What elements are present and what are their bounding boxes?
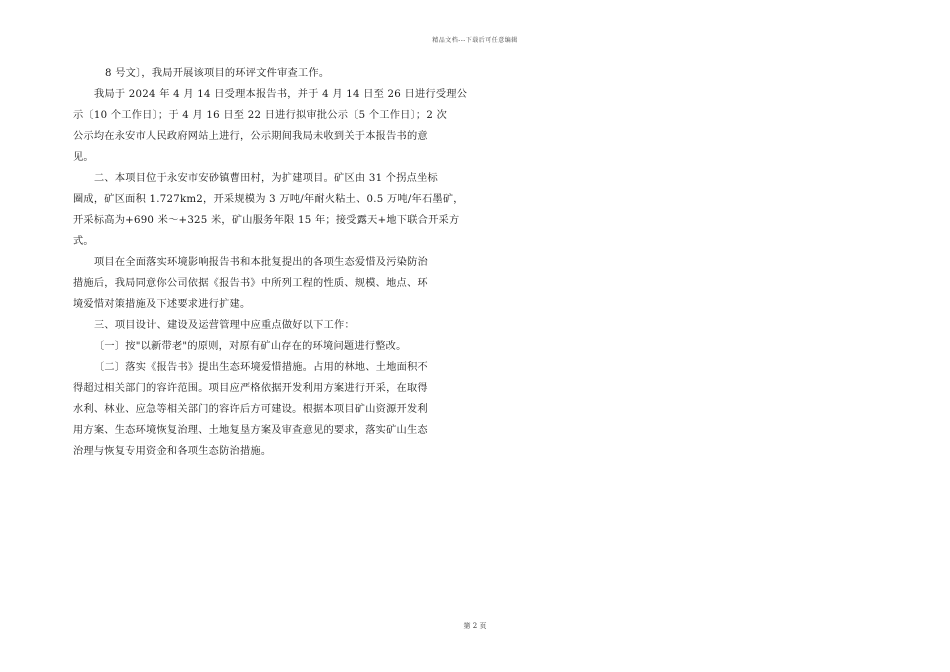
text-line: 境爱惜对策措施及下述要求进行扩建。 [73,299,251,310]
text-line: 示〔10 个工作日〕；于 4 月 16 日至 22 日进行拟审批公示〔5 个工作日〕；2 次 [73,110,448,121]
page-number: 第 2 页 [463,622,487,630]
text-line: 项目在全面落实环境影响报告书和本批复提出的各项生态爱惜及污染防治 [94,257,428,268]
text-line: 治理与恢复专用资金和各项生态防治措施。 [73,446,272,457]
document-body [73,63,473,462]
text-line: 开采标高为+690 米～+325 米，矿山服务年限 15 年；接受露天+地下联合开采方 [73,215,460,226]
text-line: 二、本项目位于永安市安砂镇曹田村，为扩建项目。矿区由 31 个拐点坐标 [94,173,438,184]
text-line: 措施后，我局同意你公司依据《报告书》中所列工程的性质、规模、地点、环 [73,278,428,289]
text-line: 圈成，矿区面积 1.727km2，开采规模为 3 万吨/年耐火粘土、0.5 万吨/年石墨矿， [73,194,464,205]
text-line: 式。 [73,236,94,247]
text-line: 8 号文〕，我局开展该项目的环评文件审查工作。 [105,68,330,79]
text-line: 水利、林业、应急等相关部门的容许后方可建设。根据本项目矿山资源开发利 [73,404,428,415]
text-line: 〔一〕按"以新带老"的原则，对原有矿山存在的环境问题进行整改。 [94,341,407,352]
text-line: 得超过相关部门的容许范围。项目应严格依据开发利用方案进行开采，在取得 [73,383,428,394]
text-line: 三、项目设计、建设及运营管理中应重点做好以下工作： [94,320,355,331]
text-line: 我局于 2024 年 4 月 14 日受理本报告书，并于 4 月 14 日至 26 日进行受理公 [94,89,468,100]
text-line: 公示均在永安市人民政府网站上进行，公示期间我局未收到关于本报告书的意 [73,131,428,142]
text-line: 见。 [73,152,94,163]
text-line: 〔二〕落实《报告书》提出生态环境爱惜措施。占用的林地、土地面积不 [94,362,428,373]
text-line: 用方案、生态环境恢复治理、土地复垦方案及审查意见的要求，落实矿山生态 [73,425,428,436]
page-header: 精品文档---下载后可任意编辑 [432,37,518,44]
